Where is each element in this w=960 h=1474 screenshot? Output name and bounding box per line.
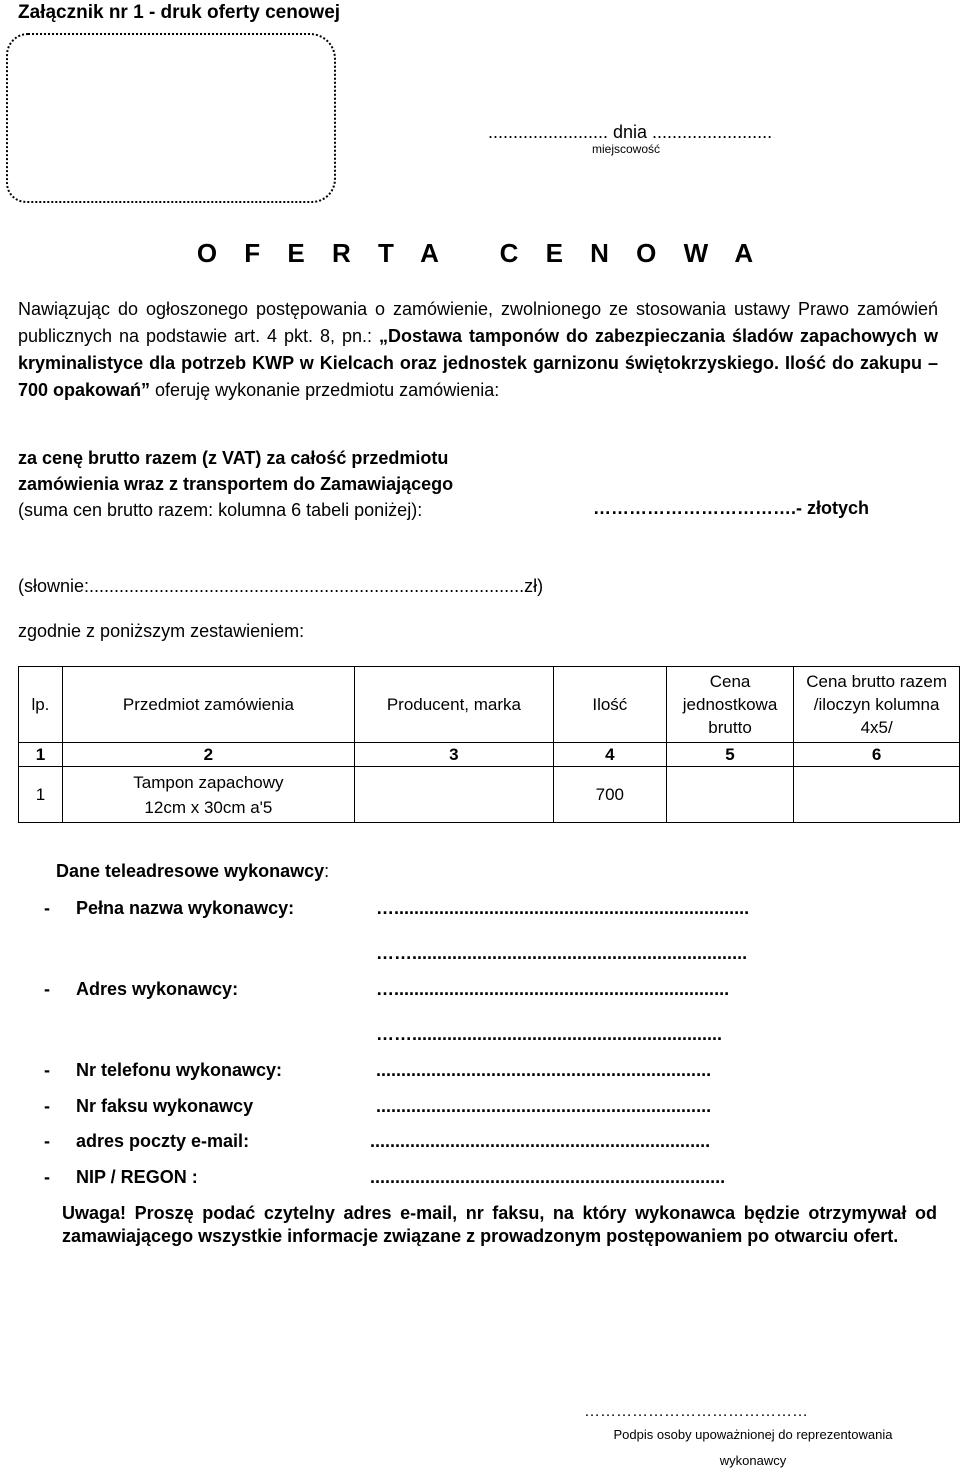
place-date-line: ........................ dnia ........................ [488,122,773,142]
place-caption: miejscowość [592,142,661,156]
document-title: O F E R T A C E N O W A [196,238,764,268]
attachment-header: Załącznik nr 1 - druk oferty cenowej [18,2,341,23]
row-quantity: 700 [553,767,666,823]
row-item [62,767,354,823]
table-numbering-row [19,743,960,767]
col-header-producer: Producent, marka [354,667,553,743]
col-number: 4 [553,743,666,767]
col-header-unit-price: Cena jednostkowa brutto [666,667,793,743]
price-line-2: zamówienia wraz z transportem do Zamawiającego [18,474,454,494]
phone-label: Nr telefonu wykonawcy: [76,1060,283,1080]
list-dash: - [44,1096,50,1116]
list-dash: - [44,1060,50,1080]
list-dash: - [44,898,50,918]
offer-table [18,666,960,823]
phone-field: ................................................................... [376,1060,712,1080]
fax-field: ................................................................... [376,1096,712,1116]
amount-in-words-field: (słownie:.......................................................................................zł) [18,576,544,596]
col-number: 3 [354,743,553,767]
price-line-3: (suma cen brutto razem: kolumna 6 tabeli poniżej): [18,500,423,520]
email-label: adres poczty e-mail: [76,1131,250,1151]
intro-text-start: Nawiązując do ogłoszonego postępowania o zamówienie, zwolnionego ze stosowania ustawy Prawo zamówień publicznych na podstawie art. 4 pkt. 8, pn.: [18,299,938,346]
col-number: 6 [794,743,960,767]
list-dash: - [44,1131,50,1151]
row-producer-cell[interactable] [354,767,553,823]
price-amount-field: …………………………….- złotych [593,498,870,518]
contractor-title-text: Dane teleadresowe wykonawcy [56,861,325,881]
price-line-1: za cenę brutto razem (z VAT) za całość przedmiotu [18,448,449,468]
col-header-item: Przedmiot zamówienia [62,667,354,743]
col-number: 1 [19,743,63,767]
col-header-lp: lp. [19,667,63,743]
col-number: 5 [666,743,793,767]
table-row [19,767,960,823]
notice-paragraph: Uwaga! Proszę podać czytelny adres e-mail, nr faksu, na który wykonawca będzie otrzymywał od zamawiającego wszystkie informacje związane z prowadzonym postępowaniem po otwarciu ofert. [62,1203,937,1246]
nip-field: ....................................................................... [370,1167,726,1187]
company-stamp-box [6,33,336,203]
address-label: Adres wykonawcy: [76,979,239,999]
signature-caption-line-1: Podpis osoby upoważnionej do reprezentowania [613,1427,893,1442]
contractor-title-colon: : [324,861,330,881]
row-lp: 1 [19,767,63,823]
nip-label: NIP / REGON : [76,1167,198,1187]
list-dash: - [44,979,50,999]
row-unit-price-cell[interactable] [666,767,793,823]
listing-intro: zgodnie z poniższym zestawieniem: [18,621,305,641]
col-header-quantity: Ilość [553,667,666,743]
address-field-line-1: …................................................................... [376,979,730,999]
signature-line: …………………………………… [584,1403,808,1420]
order-subject: „Dostawa tamponów do zabezpieczania śladów zapachowych w kryminalistyce dla potrzeb KWP w Kielcach oraz jednostek garnizonu świętokrzyskiego. Ilość do zakupu – 700 opakowań” [18,326,938,400]
col-header-total-price: Cena brutto razem /iloczyn kolumna 4x5/ [794,667,960,743]
intro-paragraph [18,296,938,404]
name-field-line-2: ……................................................................... [376,943,748,963]
list-dash: - [44,1167,50,1187]
intro-text-end: oferuję wykonanie przedmiotu zamówienia: [150,380,500,400]
price-statement [18,445,453,523]
row-total-price-cell[interactable] [794,767,960,823]
row-item-name: Tampon zapachowy [133,772,284,792]
name-field-line-1: …....................................................................... [376,898,750,918]
email-field: .................................................................... [370,1131,711,1151]
col-number: 2 [62,743,354,767]
name-label: Pełna nazwa wykonawcy: [76,898,295,918]
signature-caption-line-2: wykonawcy [719,1453,787,1468]
row-item-size: 12cm x 30cm a'5 [144,797,273,817]
address-field-line-2: …….............................................................. [376,1024,723,1044]
fax-label: Nr faksu wykonawcy [76,1096,254,1116]
signature-caption [598,1422,908,1474]
contractor-section-title [56,861,329,882]
table-header-row [19,667,960,743]
